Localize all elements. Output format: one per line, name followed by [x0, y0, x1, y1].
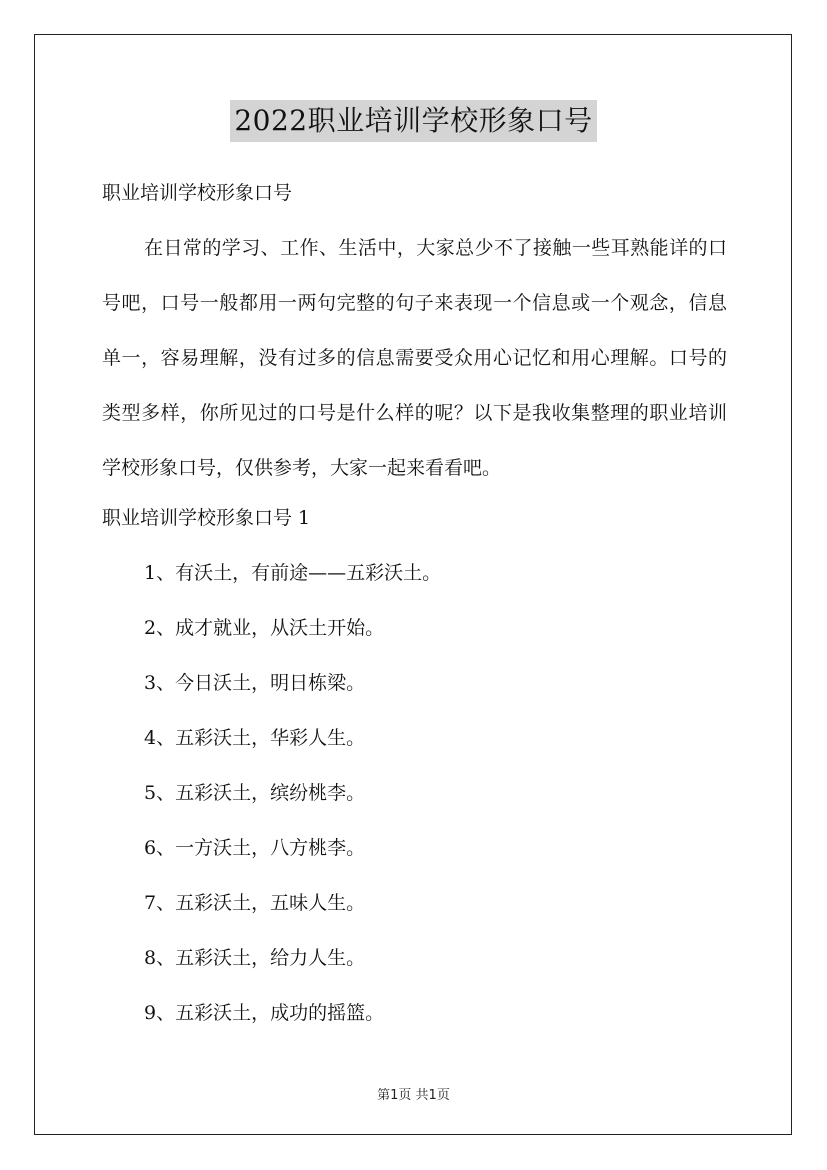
- section-heading: 职业培训学校形象口号 1: [102, 507, 311, 529]
- list-item: 6、一方沃土，八方桃李。: [144, 837, 366, 859]
- subtitle: 职业培训学校形象口号: [102, 182, 293, 204]
- list-item: 4、五彩沃土，华彩人生。: [144, 727, 366, 749]
- list-item: 9、五彩沃土，成功的摇篮。: [144, 1002, 385, 1024]
- list-item: 2、成才就业，从沃土开始。: [144, 617, 385, 639]
- title-container: [0, 100, 827, 142]
- intro-paragraph: 在日常的学习、工作、生活中，大家总少不了接触一些耳熟能详的口号吧，口号一般都用一两句完整的句子来表现一个信息或一个观念，信息单一，容易理解，没有过多的信息需要受众用心记忆和用心理解。口号的类型多样，你所见过的口号是什么样的呢？以下是我收集整理的职业培训学校形象口号，仅供参考，大家一起来看看吧。: [102, 237, 727, 479]
- document-body: [102, 178, 727, 1053]
- list-item: 3、今日沃土，明日栋梁。: [144, 672, 366, 694]
- list-item: 1、有沃土，有前途——五彩沃土。: [144, 562, 442, 584]
- list-item: 8、五彩沃土，给力人生。: [144, 947, 366, 969]
- list-item: 7、五彩沃土，五味人生。: [144, 892, 366, 914]
- page-footer: 第1页 共1页: [377, 1088, 450, 1103]
- list-item: 5、五彩沃土，缤纷桃李。: [144, 782, 366, 804]
- document-title: 2022职业培训学校形象口号: [230, 100, 596, 142]
